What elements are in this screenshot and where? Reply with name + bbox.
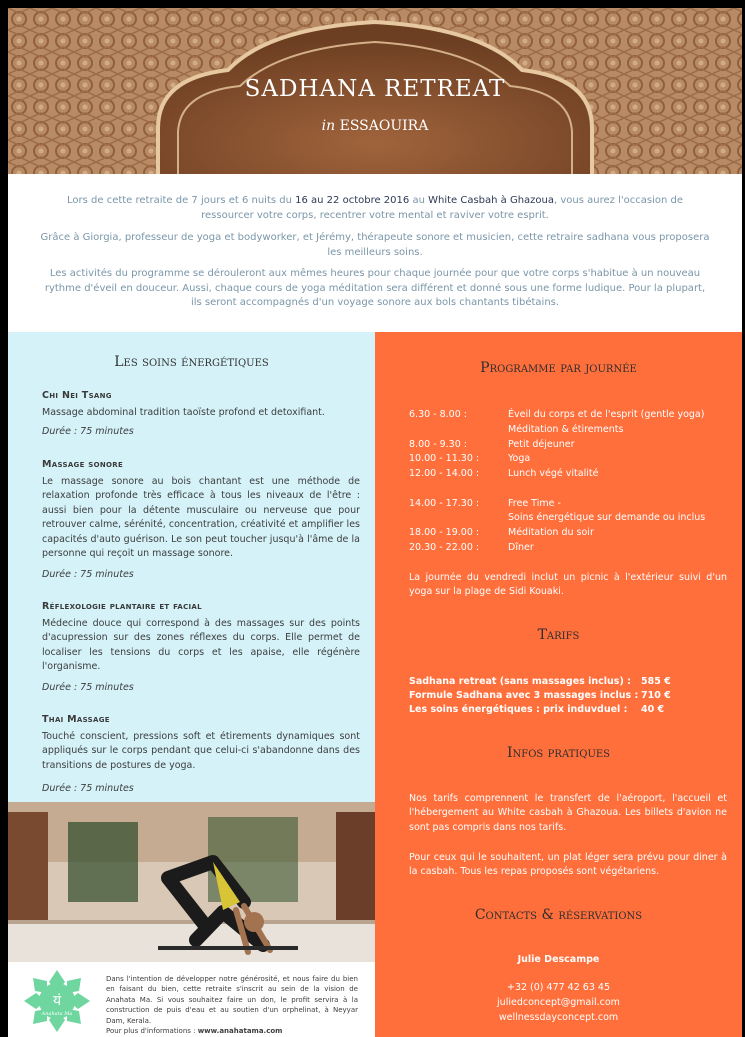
tarif-name: Les soins énergétiques : prix induvduel : xyxy=(409,704,628,715)
tarif-name: Sadhana retreat (sans massages inclus) : xyxy=(409,676,631,687)
intro-paragraph-2: Grâce à Giorgia, professeur de yoga et bodyworker, et Jérémy, thérapeute sonore et musicien, cette retraire sadhana vous proposera les meilleurs soins. xyxy=(40,232,710,258)
retreat-dates: 16 au 22 octobre 2016 xyxy=(295,195,410,206)
soin-description: Le massage sonore au bois chantant est une méthode de relaxation profonde très efficace à tous les niveaux de l'être : aussi bien pour la détente musculaire ou nerveuse que pour retrouver calme, sérénité, concentration, créativité et amplifier les capacités d'auto guérison. Le son peut toucher jusqu'à l'âme de la personne qui reçoit un massage sonore. xyxy=(42,476,360,560)
schedule-activity: Éveil du corps et de l'esprit (gentle yoga) xyxy=(508,409,705,420)
schedule-activity: Petit déjeuner xyxy=(508,439,575,450)
logo-text: Anahata Ma xyxy=(41,1011,73,1017)
more-info-label: Pour plus d'informations : xyxy=(106,1027,198,1036)
contact-name: Julie Descampe xyxy=(517,954,600,965)
schedule-time: 12.00 - 14.00 : xyxy=(409,468,480,479)
schedule-time: 18.00 - 19.00 : xyxy=(409,527,480,538)
contacts-title: Contacts & réservations xyxy=(474,907,643,923)
schedule-activity: Soins énergétique sur demande ou inclus xyxy=(508,512,706,523)
soins-section xyxy=(8,332,375,802)
soins-title: Les soins énergétiques xyxy=(114,354,269,370)
schedule-time: 6.30 - 8.00 : xyxy=(409,409,467,420)
donation-note xyxy=(106,974,358,1036)
donation-section xyxy=(8,962,375,1037)
donation-text: Dans l'intention de développer notre générosité, et nous faire du bien en faisant du bien, cette retraite s'inscrit au sein de la vision de Anahata Ma. Si vous souhaitez faire un don, le profit servira à la construction de puis d'eau et au soutien d'un orphelinat, à Neyyar Dam, Kerala. xyxy=(106,975,358,1025)
anahata-ma-logo xyxy=(22,968,92,1034)
contact-email[interactable]: juliedconcept@gmail.com xyxy=(497,997,620,1008)
intro-text: au xyxy=(409,195,429,206)
hero-title: SADHANA RETREAT xyxy=(244,76,506,102)
schedule-activity: Free Time - xyxy=(508,498,561,509)
schedule-activity: Yoga xyxy=(508,453,531,464)
schedule-activity: Dîner xyxy=(508,542,534,553)
retreat-venue: White Casbah à Ghazoua xyxy=(428,195,555,206)
intro-paragraph-3: Les activités du programme se dérouleront aux mêmes heures pour chaque journée pour que votre corps s'habitue à un nouveau rythme d'éveil en douceur. Aussi, chaque cours de yoga méditation sera différent et donné sous une forme ludique. Pour la plupart, ils seront accompagnés d'un voyage sonore aux bols chantants tibétains. xyxy=(44,268,706,308)
intro-section xyxy=(8,174,742,332)
hero-banner xyxy=(8,8,742,174)
tarifs-title: Tarifs xyxy=(537,627,580,643)
contact-website[interactable]: wellnessdayconcept.com xyxy=(498,1012,619,1023)
hero-subtitle-place: ESSAOUIRA xyxy=(339,118,429,134)
logo-glyph: यं xyxy=(52,993,62,1009)
tarif-price: 710 € xyxy=(641,690,671,701)
schedule-time: 10.00 - 11.30 : xyxy=(409,453,480,464)
hero-subtitle xyxy=(8,118,742,134)
soin-description: Médecine douce qui correspond à des massages sur des points d'acupression sur des zones réflexes du corps. Elle permet de localiser les tensions du corps et les apaise, elle régénère l'organisme. xyxy=(42,618,360,673)
soin-duration: Durée : 75 minutes xyxy=(42,783,134,794)
friday-note: La journée du vendredi inclut un picnic à l'extérieur suivi d'un yoga sur la plage de Sidi Kouaki. xyxy=(409,572,727,598)
programme-title: Programme par journée xyxy=(480,360,637,376)
intro-text: Lors de cette retraite de 7 jours et 6 nuits du xyxy=(67,195,296,206)
schedule-activity: Méditation du soir xyxy=(508,527,594,538)
schedule-activity: Lunch végé vitalité xyxy=(508,468,599,479)
tarif-price: 585 € xyxy=(641,676,671,687)
anahatama-link[interactable]: www.anahatama.com xyxy=(197,1027,283,1036)
infos-paragraph-2: Pour ceux qui le souhaitent, un plat léger sera prévu pour diner à la casbah. Tous les repas proposés sont végétariens. xyxy=(409,852,727,878)
soin-title: Chi Nei Tsang xyxy=(42,390,112,401)
contact-phone[interactable]: +32 (0) 477 42 63 45 xyxy=(506,982,610,993)
soin-duration: Durée : 75 minutes xyxy=(42,682,134,693)
soin-duration: Durée : 75 minutes xyxy=(42,569,134,580)
soin-description: Massage abdominal tradition taoïste profond et detoxifiant. xyxy=(42,407,325,418)
tarif-name: Formule Sadhana avec 3 massages inclus : xyxy=(409,690,639,701)
yoga-photo xyxy=(8,802,375,962)
schedule-time: 14.00 - 17.30 : xyxy=(409,498,480,509)
infos-title: Infos pratiques xyxy=(506,745,611,761)
soin-description: Touché conscient, pressions soft et étirements dynamiques sont appliqués sur le corps pendant que celui-ci s'abandonne dans des transitions de postures de yoga. xyxy=(42,731,360,771)
schedule-activity: Méditation & étirements xyxy=(508,424,624,435)
schedule-time: 8.00 - 9.30 : xyxy=(409,439,467,450)
schedule-time: 20.30 - 22.00 : xyxy=(409,542,480,553)
soin-title: Thai Massage xyxy=(42,714,110,725)
hero-subtitle-in: in xyxy=(321,118,336,134)
infos-paragraph-1: Nos tarifs comprennent le transfert de l'aéroport, l'accueil et l'hébergement au White casbah à Ghazoua. Les billets d'avion ne sont pas compris dans nos tarifs. xyxy=(409,793,727,833)
intro-text: , vous aurez l'occasion de ressourcer votre corps, recentrer votre mental et raviver votre esprit. xyxy=(201,195,683,221)
yoga-pose-image xyxy=(8,802,375,962)
intro-paragraph-1 xyxy=(40,194,710,223)
soin-title: Réflexologie plantaire et facial xyxy=(42,601,202,612)
programme-column xyxy=(375,332,742,1037)
soin-title: Massage sonore xyxy=(42,459,124,470)
tarif-price: 40 € xyxy=(641,704,665,715)
soin-duration: Durée : 75 minutes xyxy=(42,426,134,437)
